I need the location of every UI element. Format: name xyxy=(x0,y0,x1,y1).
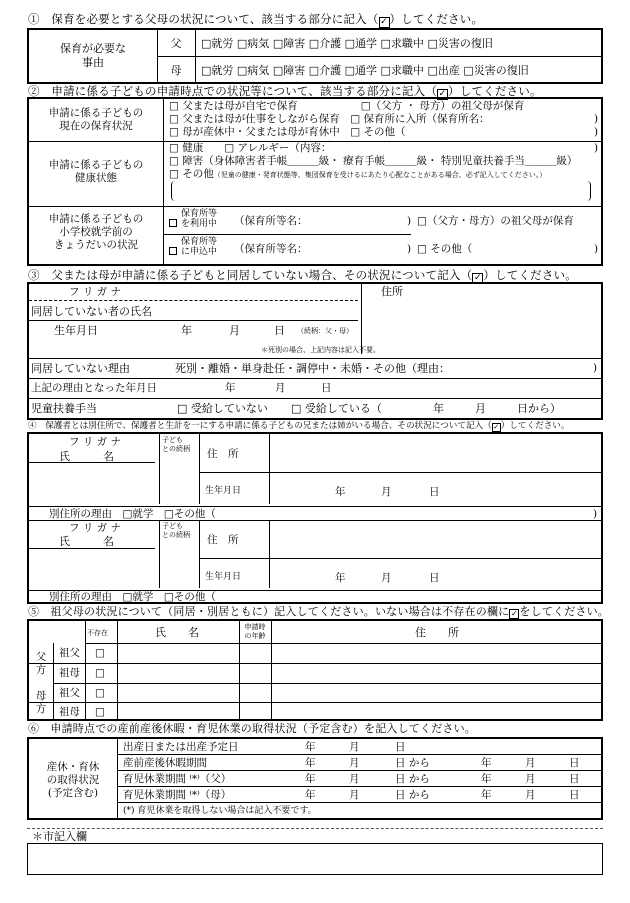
sibling-applying: 保育所等 に申込中 xyxy=(181,237,218,258)
check-icon: ✓ xyxy=(438,89,447,99)
allowance-label: 児童扶養手当 xyxy=(31,402,97,415)
sibling-using-name[interactable]: （保育所等名： xyxy=(234,215,308,227)
current-care-opt2[interactable]: □ 父または母が仕事をしながら保育 □ 保育所に入所（保育所名： xyxy=(169,113,490,125)
absent-check-3[interactable]: □ xyxy=(95,687,105,699)
father-reasons[interactable]: □就労 □病気 □障害 □介護 □通学 □求職中 □災害の復旧 xyxy=(201,37,493,50)
section4-heading: ④ 保護者とは別住所で、保護者と生計を一にする申請に係る子どもの兄または姉がいる場合、その状況について記入（ ✓ ）してください。 xyxy=(28,421,570,431)
check-icon: ✓ xyxy=(380,17,388,27)
paternal-gf: 祖父 xyxy=(59,647,80,659)
paternal-gm: 祖母 xyxy=(59,667,80,679)
section1-table xyxy=(27,28,603,84)
paternal-label: 父方 xyxy=(35,651,47,676)
mother-label: 母 xyxy=(170,64,182,77)
city-use-label: ＊市記入欄 xyxy=(32,830,87,843)
birth-date-row: 出産日または出産予定日 xyxy=(123,741,239,753)
section6-table: 産休・育休 の取得状況 (予定含む) 出産日または出産予定日 産前産後休暇期間 育児休業期間 ⁽*⁾（父） 育児休業期間 ⁽*⁾（母） 年 月 日 年 月 日 から 年 月 日 年 月 日 から 年 月 日 年 月 日 から 年 月 日 (*) 育児休業を取得しない場合は記入不要です。 xyxy=(27,737,603,820)
allowance-yes[interactable]: □ 受給している（ xyxy=(291,402,382,415)
sibling2-name-label: 氏 名 xyxy=(59,535,114,548)
reason-label: 保育が必要な 事由 xyxy=(60,42,126,69)
sibling-grandparent[interactable]: □（父方・母方）の祖父母が保育 xyxy=(417,215,574,227)
maternal-label: 母方 xyxy=(35,690,47,715)
section4-table: フ リ ガ ナ 氏 名 子ども との続柄 住 所 生年月日 年 月 日 別住所の理由 □就学 □その他（ ) フ リ ガ ナ 氏 名 子ども との続柄 住 所 生年月日 年 月 日 別住所の理由 □就学 □その他（ xyxy=(27,432,603,604)
sibling1-name-label: 氏 名 xyxy=(59,450,114,463)
absent-check-4[interactable]: □ xyxy=(95,706,105,718)
health-other-field[interactable] xyxy=(171,181,591,201)
allowance-from: 日から） xyxy=(517,402,561,415)
section5-table xyxy=(27,619,603,721)
col-address: 住 所 xyxy=(415,626,459,639)
section1-heading: ① 保育を必要とする父母の状況について、該当する部分に記入（ ✓ ）してください。 xyxy=(28,12,484,27)
reason-options[interactable]: 死別・離婚・単身赴任・調停中・未婚・その他（理由： xyxy=(175,362,450,375)
relation-label: （続柄：父・母） xyxy=(297,327,353,335)
col-age: 申請時 の年齢 xyxy=(244,623,266,640)
furigana-label: フ リ ガ ナ xyxy=(69,286,122,298)
health-opt1[interactable]: □ 健康 □ アレルギー（内容： xyxy=(169,142,332,154)
reason-date-label: 上記の理由となった年月日 xyxy=(31,382,157,394)
maternity-row: 産前産後休暇期間 xyxy=(123,757,207,769)
col-name: 氏 名 xyxy=(155,626,199,639)
health-opt2[interactable]: □ 障害（身体障害者手帳＿＿＿級・ 療育手帳＿＿＿級・ 特別児童扶養手当＿＿＿級） xyxy=(169,155,578,167)
address-label: 住所 xyxy=(381,285,403,298)
section6-heading: ⑥ 申請時点での産前産後休暇・育児休業の取得状況（予定含む）を記入してください。 xyxy=(28,722,476,735)
check-icon: ✓ xyxy=(510,609,518,618)
section3-table: フ リ ガ ナ 住所 同居していない者の氏名 生年月日 年 月 日 （続柄：父・母） ＊死別の場合、上記内容は記入不要。 同居していない理由 死別・離婚・単身赴任・調停中・未婚・その他（理由： ) 上記の理由となった年月日 年 月 日 児童扶養手当 □ 受給していない □ 受給している（ 年 月 日から） xyxy=(27,282,603,420)
current-care-opt3[interactable]: □ 母が産休中・父または母が育休中 □ その他（ xyxy=(169,126,406,138)
sibling2-birth: 生年月日 xyxy=(205,572,242,582)
sibling2-reason[interactable]: 別住所の理由 □就学 □その他（ xyxy=(49,591,216,603)
city-use-box[interactable] xyxy=(27,843,603,875)
sibling2-relation: 子ども との続柄 xyxy=(162,522,190,539)
childcare-mother-row: 育児休業期間 ⁽*⁾（母） xyxy=(123,789,232,801)
absent-check-2[interactable]: □ xyxy=(95,667,105,679)
check-icon: ✓ xyxy=(474,273,482,283)
father-label: 父 xyxy=(170,37,182,50)
sibling1-birth: 生年月日 xyxy=(205,486,242,496)
separated-name-label: 同居していない者の氏名 xyxy=(31,305,152,318)
sibling1-relation: 子ども との続柄 xyxy=(162,436,190,453)
sibling1-reason[interactable]: 別住所の理由 □就学 □その他（ xyxy=(49,508,216,520)
birth-label: 生年月日 xyxy=(54,324,98,337)
divider xyxy=(27,828,603,829)
leave-note: (*) 育児休業を取得しない場合は記入不要です。 xyxy=(123,806,317,816)
section2-heading: ② 申請に係る子どもの申請時点での状況等について、該当する部分に記入（ ✓ ）してください。 xyxy=(28,84,542,99)
sibling2-address: 住 所 xyxy=(207,534,239,546)
sibling1-address: 住 所 xyxy=(207,448,239,460)
leave-label: 産休・育休 の取得状況 (予定含む) xyxy=(46,761,100,800)
current-care-label: 申請に係る子どもの 現在の保育状況 xyxy=(48,107,144,133)
maternal-gf: 祖父 xyxy=(59,687,80,699)
check-icon: ✓ xyxy=(493,423,500,431)
health-label: 申請に係る子どもの 健康状態 xyxy=(48,159,144,185)
death-note: ＊死別の場合、上記内容は記入不要。 xyxy=(261,346,380,354)
sibling-using: 保育所等 を利用中 xyxy=(181,209,218,230)
sibling-label: 申請に係る子どもの 小学校就学前の きょうだいの状況 xyxy=(48,213,144,252)
section2-table: 申請に係る子どもの 現在の保育状況 □ 父または母が自宅で保育 □（父方 ・ 母方）の祖父母が保育 □ 父または母が仕事をしながら保育 □ 保育所に入所（保育所名： ) □ 母が産休中・父または母が育休中 □ その他（ ) 申請に係る子どもの 健康状態 □ 健康 □ アレルギー（内容： ) □ 障害（身体障害者手帳＿＿＿級・ 療育手帳＿＿＿級・ 特別児童扶養手当＿＿＿級） □ その他（児童の健康・発育状態等、集団保育を受けるにあたり心配なことがある場合、必ず記入してください。） 申請に係る子どもの 小学校就学前の きょうだいの状況 保育所等 を利用中 （保育所等名： ) □（父方・母方）の祖父母が保育 保育所等 に申込中 （保育所等名： ) □ その他（ ) xyxy=(27,97,603,266)
mother-reasons[interactable]: □就労 □病気 □障害 □介護 □通学 □求職中 □出産 □災害の復旧 xyxy=(201,64,529,77)
absent-check-1[interactable]: □ xyxy=(95,647,105,659)
col-absent: 不存在 xyxy=(87,629,108,637)
childcare-father-row: 育児休業期間 ⁽*⁾（父） xyxy=(123,773,232,785)
section5-heading: ⑤ 祖父母の状況について（同居・別居ともに）記入してください。いない場合は不存在の欄に ✓ をしてください。 xyxy=(28,605,609,618)
sibling-applying-name[interactable]: （保育所等名： xyxy=(234,243,308,255)
maternal-gm: 祖母 xyxy=(59,706,80,718)
current-care-opt1[interactable]: □ 父または母が自宅で保育 □（父方 ・ 母方）の祖父母が保育 xyxy=(169,100,525,112)
reason-label: 同居していない理由 xyxy=(31,362,130,375)
health-opt3[interactable]: □ その他（児童の健康・発育状態等、集団保育を受けるにあたり心配なことがある場合、必ず記入してください。） xyxy=(169,168,547,180)
section3-heading: ③ 父または母が申請に係る子どもと同居していない場合、その状況について記入（ ✓ ）してください。 xyxy=(28,268,577,283)
allowance-no[interactable]: □ 受給していない xyxy=(177,402,268,415)
sibling-other[interactable]: □ その他（ xyxy=(417,243,473,255)
